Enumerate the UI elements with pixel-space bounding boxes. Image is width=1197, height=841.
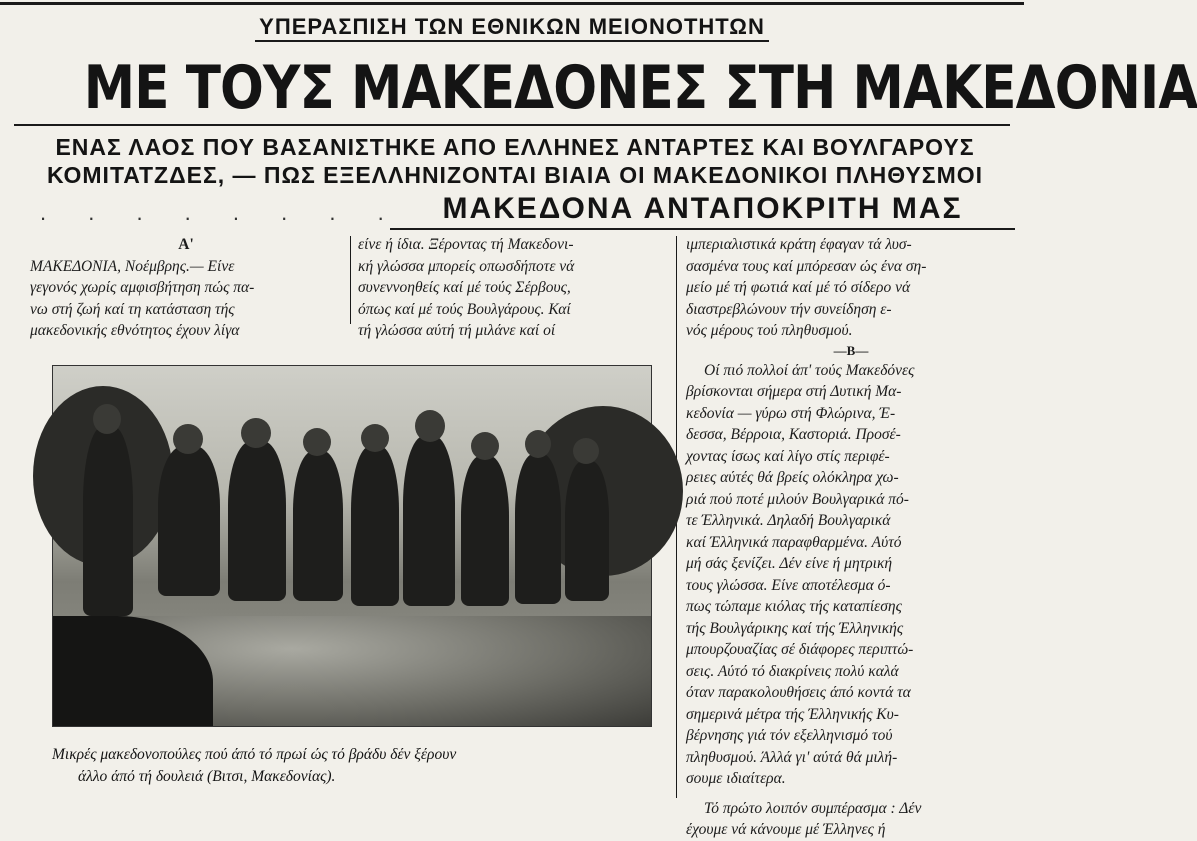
section-marker-a: Α' [178, 236, 194, 253]
section-marker-b: —Β— [833, 342, 869, 358]
column-2-line: κή γλώσσα μπορείς οπωσδήποτε νά [358, 257, 575, 275]
caption-line: άλλο άπό τή δουλειά (Βιτσι, Μακεδονίας). [78, 768, 336, 785]
column-3-line: μή σάς ξενίζει. Δέν είνε ή μητρική [686, 555, 893, 572]
column-3-line: τους γλώσσα. Είνε αποτέλεσμα ό- [686, 576, 891, 594]
column-1-line: ΜΑΚΕΔΟΝΙΑ, Νοέμβρης.— Είνε [30, 257, 235, 275]
kicker-text: ΥΠΕΡΑΣΠΙΣΗ ΤΩΝ ΕΘΝΙΚΩΝ ΜΕΙΟΝΟΤΗΤΩΝ [255, 14, 769, 42]
photo-figure [461, 456, 509, 606]
photo-figure-head [415, 410, 445, 442]
article-photo [52, 365, 652, 727]
column-1-line: γεγονός χωρίς αμφισβήτηση πώς πα- [30, 279, 255, 296]
column-3-line: τής Βουλγάρικης καί τής Έλληνικής [686, 619, 904, 637]
subhead-line-2: ΚΟΜΙΤΑΤΖΔΕΣ, — ΠΩΣ ΕΞΕΛΛΗΝΙΖΟΝΤΑΙ ΒΙΑΙΑ ΟΙ ΜΑΚΕΔΟΝΙΚΟΙ ΠΛΗΘΥΣΜΟΙ [46, 162, 984, 188]
photo-figure-head [573, 438, 599, 464]
headline: ΜΕ ΤΟΥΣ ΜΑΚΕΔΟΝΕΣ ΣΤΗ ΜΑΚΕΔΟΝΙΑ [83, 53, 1197, 123]
column-2-line: είνε ή ίδια. Ξέροντας τή Μακεδονι- [358, 236, 574, 253]
column-1 [30, 234, 342, 342]
photo-figure [403, 436, 455, 606]
column-3-line: βέρνησης γιά τόν εξελληνισμό τού [686, 727, 893, 744]
column-1-line: μακεδονικής εθνότητος έχουν λίγα [30, 322, 240, 339]
photo-figure-head [173, 424, 203, 454]
column-2-line: τή γλώσσα αύτή τή μιλάνε καί οί [358, 322, 556, 339]
column-3 [686, 234, 1016, 841]
ornament-dots: . . . . . . . . [40, 200, 402, 225]
column-3-line: σημερινά μέτρα τής Έλληνικής Κυ- [686, 705, 899, 723]
column-3-line: Οί πιό πολλοί άπ' τούς Μακεδόνες [704, 361, 915, 379]
column-3-line: όταν παρακολουθήσεις άπό κοντά τα [686, 684, 911, 701]
column-3-line: ριά πού ποτέ μιλούν Βουλγαρικά πό- [686, 490, 909, 508]
column-3-line: σεις. Αύτό τό διακρίνεις πολύ καλά [686, 662, 899, 680]
column-2-line: όπως καί μέ τούς Βουλγάρους. Καί [358, 300, 571, 318]
kicker-title [0, 14, 1024, 40]
column-3-line: έχουμε νά κάνουμε μέ Έλληνες ή [686, 821, 886, 838]
column-3-line: διαστρεβλώνουν τήν συνείδηση ε- [686, 300, 892, 318]
photo-figure [565, 461, 609, 601]
column-3-line: κεδονία — γύρω στή Φλώρινα, Έ- [686, 404, 896, 422]
headline-underline [14, 124, 1010, 126]
column-3-line: πως τώπαμε κιόλας τής καταπίεσης [686, 598, 902, 615]
column-3-line: σασμένα τους καί μπόρεσαν ώς ένα ση- [686, 257, 927, 275]
column-3-line: ιμπεριαλιστικά κράτη έφαγαν τά λυσ- [686, 236, 912, 253]
column-3-line: πληθυσμού. Άλλά γι' αύτά θά μιλή- [686, 748, 898, 766]
byline-underline [390, 228, 1015, 230]
column-3-line: βρίσκονται σήμερα στή Δυτική Μα- [686, 383, 902, 400]
column-rule-1 [350, 236, 351, 324]
byline: ΜΑΚΕΔΟΝΑ ΑΝΤΑΠΟΚΡΙΤΗ ΜΑΣ [442, 192, 963, 225]
photo-figure-head [471, 432, 499, 460]
photo-figure [228, 441, 286, 601]
top-rule [0, 2, 1024, 5]
caption-line: Μικρές μακεδονοπούλες πού άπό τό πρωί ώς τό βράδυ δέν ξέρουν [52, 746, 457, 763]
photo-figure-head [361, 424, 389, 452]
photo-figure [515, 454, 561, 604]
column-3-line [686, 790, 1016, 798]
subhead-line-1: ΕΝΑΣ ΛΑΟΣ ΠΟΥ ΒΑΣΑΝΙΣΤΗΚΕ ΑΠΟ ΕΛΛΗΝΕΣ ΑΝΤΑΡΤΕΣ ΚΑΙ ΒΟΥΛΓΑΡΟΥΣ [55, 134, 975, 160]
column-3-line: νός μέρους τού πληθυσμού. [686, 322, 853, 339]
photo-caption [52, 744, 652, 788]
photo-figure-head [241, 418, 271, 448]
column-3-line: μείο μέ τή φωτιά καί μέ τό σίδερο νά [686, 279, 911, 296]
column-3-line: σουμε ιδιαίτερα. [686, 770, 786, 787]
column-3-line: τε Έλληνικά. Δηλαδή Βουλγαρικά [686, 512, 891, 529]
column-3-line: ρειες αύτές θά βρείς ολόκληρα χω- [686, 469, 899, 486]
photo-figure-head [93, 404, 121, 434]
photo-figure [158, 446, 220, 596]
column-3-line: δεσσα, Βέρροια, Καστοριά. Προσέ- [686, 426, 901, 443]
column-2-line: συνεννοηθείς καί μέ τούς Σέρβους, [358, 279, 571, 296]
photo-figure-head [303, 428, 331, 456]
column-3-line: καί Έλληνικά παραφθαρμένα. Αύτό [686, 533, 902, 551]
column-2 [358, 234, 670, 342]
photo-figure [83, 426, 133, 616]
column-3-line: μπουρζουαζίας σέ διάφορες περιπτώ- [686, 641, 914, 658]
photo-figure [351, 446, 399, 606]
column-1-line: νω στή ζωή καί τη κατάσταση τής [30, 300, 235, 318]
column-3-line: χοντας ίσως καί λίγο στίς περιφέ- [686, 447, 890, 465]
column-3-line: Τό πρώτο λοιπόν συμπέρασμα : Δέν [704, 799, 922, 817]
photo-figure [293, 451, 343, 601]
photo-figure-head [525, 430, 551, 458]
